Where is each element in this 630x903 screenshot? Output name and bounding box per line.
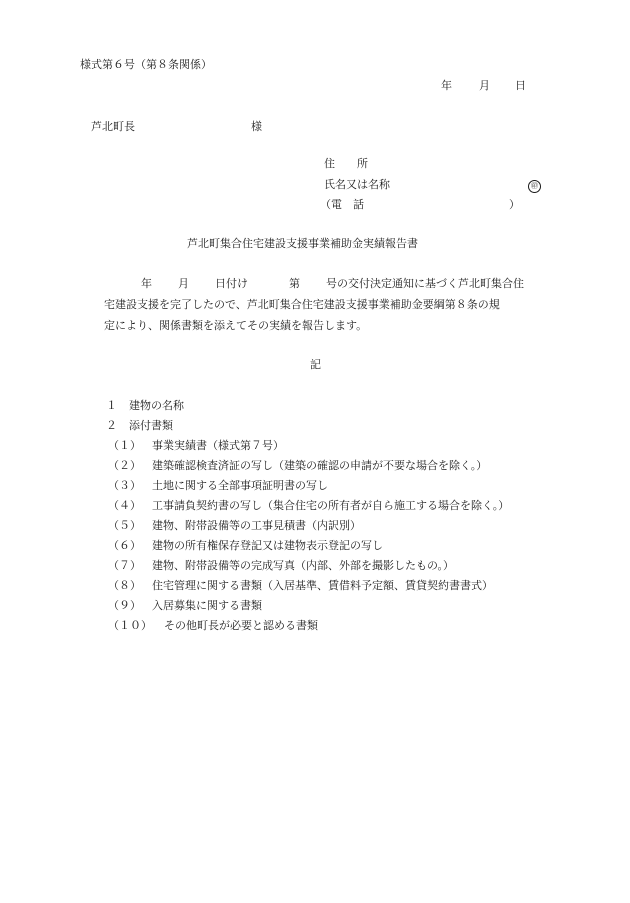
list-item <box>106 400 184 411</box>
body-line3: 定により、関係書類を添えてその実績を報告します。 <box>104 319 368 332</box>
date-day-label: 日 <box>515 79 526 92</box>
attachment-item <box>108 600 262 611</box>
attachment-item <box>108 620 318 631</box>
ki-heading: 記 <box>310 358 321 371</box>
attachment-number: （１） <box>108 439 141 452</box>
item-number: ２ <box>106 419 117 432</box>
phone-label: （電 話 <box>320 198 364 211</box>
body-line2: 宅建設支援を完了したので、芦北町集合住宅建設支援事業補助金要綱第８条の規 <box>104 298 500 311</box>
attachment-item <box>108 580 493 591</box>
attachment-text: 事業実績書（様式第７号） <box>152 439 284 452</box>
seal-mark <box>528 179 541 193</box>
date-month-label: 月 <box>479 79 490 92</box>
attachment-text: 入居募集に関する書類 <box>152 599 262 612</box>
attachment-number: （１０） <box>108 619 152 632</box>
attachment-text: 建築確認検査済証の写し（建築の確認の申請が不要な場合を除く。） <box>152 459 488 472</box>
attachment-text: 建物、附帯設備等の工事見積書（内訳別） <box>152 519 361 532</box>
phone-close-paren: ） <box>509 198 520 211</box>
attachment-item <box>108 440 284 451</box>
attachment-number: （２） <box>108 459 141 472</box>
attachment-text: その他町長が必要と認める書類 <box>164 619 318 632</box>
document-title: 芦北町集合住宅建設支援事業補助金実績報告書 <box>187 237 418 250</box>
attachment-item <box>108 480 328 491</box>
body-number-prefix: 第 <box>289 277 300 290</box>
item-number: １ <box>106 399 117 412</box>
attachment-item <box>108 560 454 571</box>
attachment-number: （４） <box>108 499 141 512</box>
body-month: 月 <box>178 277 189 290</box>
body-year: 年 <box>141 277 152 290</box>
date-year-label: 年 <box>441 79 452 92</box>
item-text: 建物の名称 <box>129 399 184 412</box>
attachment-number: （３） <box>108 479 141 492</box>
list-item <box>106 420 173 431</box>
addressee-name: 芦北町長 <box>91 120 135 133</box>
attachment-text: 工事請負契約書の写し（集合住宅の所有者が自ら施工する場合を除く。） <box>152 499 510 512</box>
addressee-honorific: 様 <box>251 120 262 133</box>
address-label: 住 所 <box>324 157 368 170</box>
attachment-number: （６） <box>108 539 141 552</box>
attachment-item <box>108 520 361 531</box>
attachment-text: 建物の所有権保存登記又は建物表示登記の写し <box>152 539 383 552</box>
body-line1: 号の交付決定通知に基づく芦北町集合住 <box>326 277 524 290</box>
attachment-number: （５） <box>108 519 141 532</box>
attachment-number: （７） <box>108 559 141 572</box>
attachment-number: （９） <box>108 599 141 612</box>
attachment-text: 土地に関する全部事項証明書の写し <box>152 479 328 492</box>
attachment-item <box>108 460 487 471</box>
body-day-dated: 日付け <box>215 277 248 290</box>
attachment-text: 住宅管理に関する書類（入居基準、賃借料予定額、賃貸契約書書式） <box>152 579 493 592</box>
applicant-name-label: 氏名又は名称 <box>324 178 390 191</box>
attachment-text: 建物、附帯設備等の完成写真（内部、外部を撮影したもの。） <box>152 559 455 572</box>
form-label: 様式第６号（第８条関係） <box>80 58 212 71</box>
attachment-item <box>108 500 509 511</box>
seal-icon: ㊞ <box>528 180 541 193</box>
item-text: 添付書類 <box>129 419 173 432</box>
attachment-item <box>108 540 383 551</box>
attachment-number: （８） <box>108 579 141 592</box>
